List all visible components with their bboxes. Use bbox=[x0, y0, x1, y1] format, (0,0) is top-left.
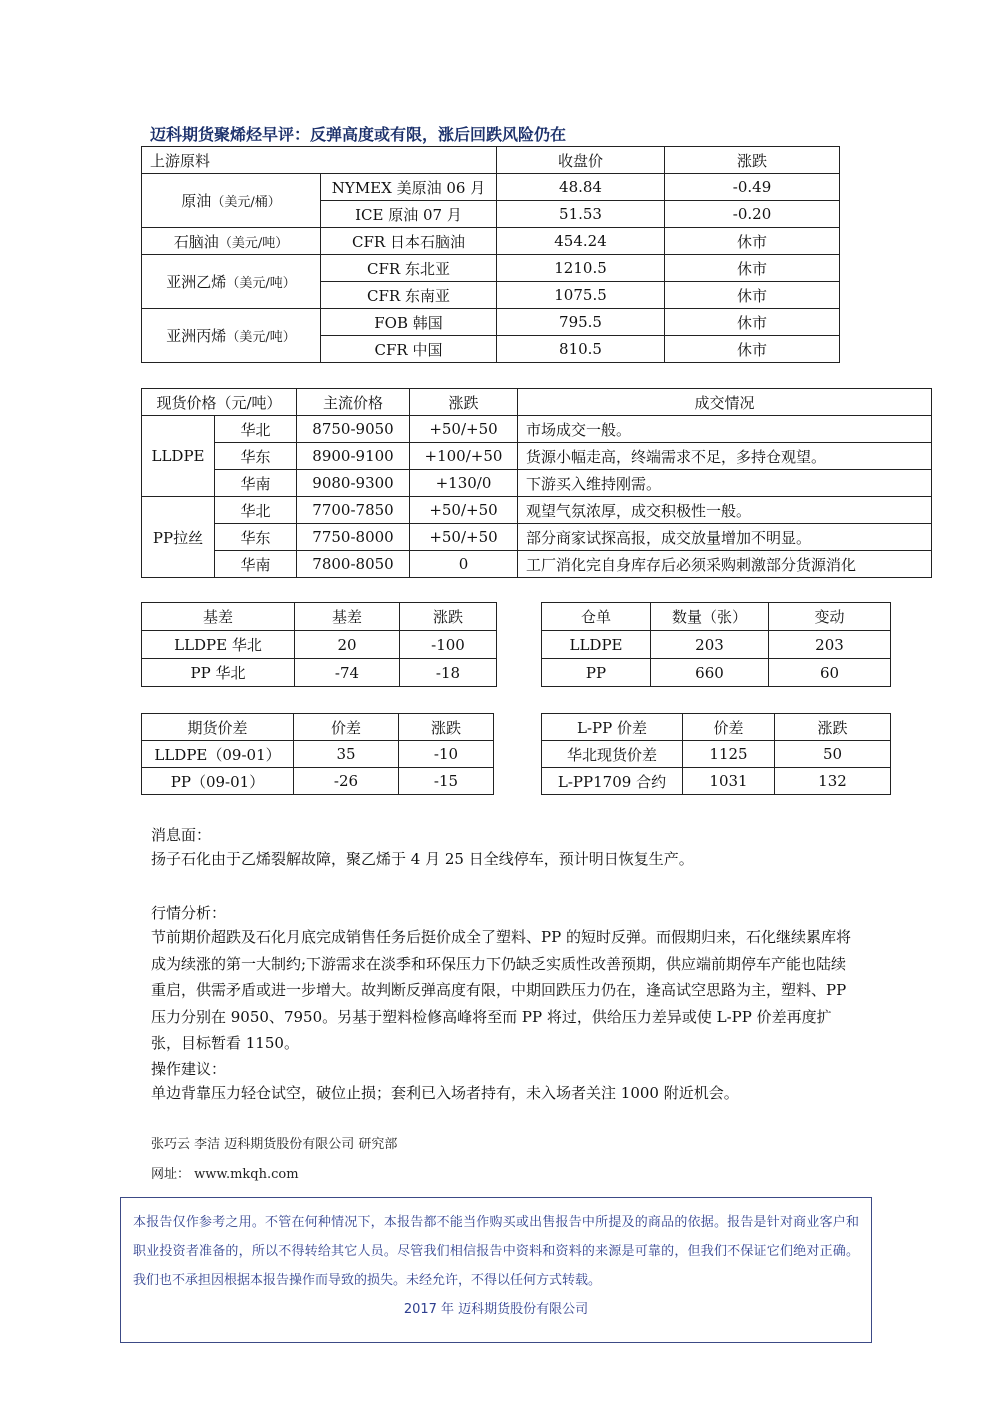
table-header-row bbox=[542, 603, 891, 631]
table-cell: -74 bbox=[295, 659, 400, 687]
table-header: 涨跌 bbox=[665, 147, 840, 174]
table-row bbox=[142, 228, 840, 255]
table-cell: 休市 bbox=[665, 336, 840, 363]
table-row bbox=[142, 416, 932, 443]
table-cell: -100 bbox=[400, 631, 497, 659]
disclaimer-box bbox=[120, 1197, 872, 1343]
table-header: 涨跌 bbox=[775, 714, 891, 741]
table-header: L-PP 价差 bbox=[542, 714, 683, 741]
table-cell: 休市 bbox=[665, 309, 840, 336]
table-cell: +50/+50 bbox=[410, 416, 518, 443]
table-cell: +100/+50 bbox=[410, 443, 518, 470]
table-cell: +50/+50 bbox=[410, 497, 518, 524]
table-row bbox=[542, 768, 891, 795]
group-label: 亚洲丙烯（美元/吨） bbox=[142, 309, 321, 363]
table-cell: 1075.5 bbox=[497, 282, 665, 309]
advice-heading: 操作建议： bbox=[151, 1060, 227, 1078]
table-row bbox=[142, 309, 840, 336]
upstream-table bbox=[141, 146, 840, 363]
news-heading: 消息面： bbox=[151, 826, 212, 844]
table-header: 期货价差 bbox=[142, 714, 294, 741]
table-cell: 市场成交一般。 bbox=[518, 416, 932, 443]
table-header: 收盘价 bbox=[497, 147, 665, 174]
table-header: 涨跌 bbox=[399, 714, 494, 741]
table-cell: -0.49 bbox=[665, 174, 840, 201]
table-cell: 7700-7850 bbox=[297, 497, 410, 524]
table-row bbox=[142, 174, 840, 201]
table-cell: 华北 bbox=[215, 416, 297, 443]
warehouse-table bbox=[541, 602, 891, 687]
table-cell: 810.5 bbox=[497, 336, 665, 363]
table-cell: 203 bbox=[651, 631, 769, 659]
table-cell: 华南 bbox=[215, 551, 297, 578]
group-label: 石脑油（美元/吨） bbox=[142, 228, 321, 255]
table-cell: +130/0 bbox=[410, 470, 518, 497]
table-header: 涨跌 bbox=[410, 389, 518, 416]
disclaimer-text: 本报告仅作参考之用。不管在何种情况下，本报告都不能当作购买或出售报告中所提及的商品的依据。报告是针对商业客户和职业投资者准备的，所以不得转给其它人员。尽管我们相信报告中资料和资料的来源是可靠的，但我们不保证它们绝对正确。我们也不承担因根据本报告操作而导致的损失。未经允许，不得以任何方式转载。 bbox=[133, 1215, 859, 1288]
table-cell: 7800-8050 bbox=[297, 551, 410, 578]
table-cell: CFR 中国 bbox=[321, 336, 497, 363]
table-cell: 工厂消化完自身库存后必须采购刺激部分货源消化 bbox=[518, 551, 932, 578]
table-cell: -15 bbox=[399, 768, 494, 795]
table-row bbox=[142, 255, 840, 282]
table-row bbox=[142, 551, 932, 578]
table-cell: 8900-9100 bbox=[297, 443, 410, 470]
table-cell: 1125 bbox=[683, 741, 775, 768]
table-row bbox=[142, 768, 494, 795]
table-header-row bbox=[542, 714, 891, 741]
table-header: 主流价格 bbox=[297, 389, 410, 416]
table-cell: LLDPE 华北 bbox=[142, 631, 295, 659]
table-cell: -10 bbox=[399, 741, 494, 768]
table-header: 仓单 bbox=[542, 603, 651, 631]
table-cell: 休市 bbox=[665, 282, 840, 309]
table-header: 价差 bbox=[294, 714, 399, 741]
table-header: 成交情况 bbox=[518, 389, 932, 416]
table-header: 现货价格（元/吨） bbox=[142, 389, 297, 416]
advice-body: 单边背靠压力轻仓试空，破位止损；套利已入场者持有，未入场者关注 1000 附近机会。 bbox=[151, 1084, 739, 1102]
table-row bbox=[142, 497, 932, 524]
table-cell: -26 bbox=[294, 768, 399, 795]
table-cell: -0.20 bbox=[665, 201, 840, 228]
table-cell: ICE 原油 07 月 bbox=[321, 201, 497, 228]
table-cell: 华北现货价差 bbox=[542, 741, 683, 768]
table-cell: 203 bbox=[769, 631, 891, 659]
table-header: 上游原料 bbox=[142, 147, 497, 174]
table-row bbox=[142, 659, 497, 687]
news-body: 扬子石化由于乙烯裂解故障，聚乙烯于 4 月 25 日全线停车，预计明日恢复生产。 bbox=[151, 850, 694, 868]
table-cell: 观望气氛浓厚，成交积极性一般。 bbox=[518, 497, 932, 524]
table-cell: 1031 bbox=[683, 768, 775, 795]
table-cell: PP（09-01） bbox=[142, 768, 294, 795]
basis-table bbox=[141, 602, 497, 687]
group-label: 亚洲乙烯（美元/吨） bbox=[142, 255, 321, 309]
table-cell: 51.53 bbox=[497, 201, 665, 228]
analysis-body: 节前期价超跌及石化月底完成销售任务后挺价成全了塑料、PP 的短时反弹。而假期归来，石化继续累库将成为续涨的第一大制约;下游需求在淡季和环保压力下仍缺乏实质性改善预期，供应端前期停车产能也陆续重启，供需矛盾或进一步增大。故判断反弹高度有限，中期回跌压力仍在，逢高试空思路为主，塑料、PP 压力分别在 9050、7950。另基于塑料检修高峰将至而 PP 将过，供给压力差异或使 L-PP 价差再度扩张，目标暂看 1150。 bbox=[151, 928, 851, 1052]
table-cell: PP bbox=[542, 659, 651, 687]
table-cell: 454.24 bbox=[497, 228, 665, 255]
table-header-row bbox=[142, 714, 494, 741]
table-cell: NYMEX 美原油 06 月 bbox=[321, 174, 497, 201]
table-cell: -18 bbox=[400, 659, 497, 687]
table-cell: 0 bbox=[410, 551, 518, 578]
table-cell: LLDPE（09-01） bbox=[142, 741, 294, 768]
product-label: PP拉丝 bbox=[142, 497, 215, 578]
table-cell: 华南 bbox=[215, 470, 297, 497]
table-header: 数量（张） bbox=[651, 603, 769, 631]
table-header-row bbox=[142, 389, 932, 416]
table-cell: CFR 东北亚 bbox=[321, 255, 497, 282]
table-row bbox=[142, 443, 932, 470]
analysis-heading: 行情分析： bbox=[151, 904, 227, 922]
spot-price-table bbox=[141, 388, 932, 578]
table-cell: PP 华北 bbox=[142, 659, 295, 687]
table-cell: 7750-8000 bbox=[297, 524, 410, 551]
table-cell: 795.5 bbox=[497, 309, 665, 336]
table-cell: 休市 bbox=[665, 228, 840, 255]
table-cell: 8750-9050 bbox=[297, 416, 410, 443]
table-header: 基差 bbox=[142, 603, 295, 631]
table-row bbox=[142, 524, 932, 551]
table-header-row bbox=[142, 603, 497, 631]
table-cell: 50 bbox=[775, 741, 891, 768]
report-title: 迈科期货聚烯烃早评：反弹高度或有限，涨后回跌风险仍在 bbox=[150, 125, 567, 144]
table-cell: LLDPE bbox=[542, 631, 651, 659]
table-cell: 1210.5 bbox=[497, 255, 665, 282]
table-row bbox=[142, 470, 932, 497]
table-cell: L-PP1709 合约 bbox=[542, 768, 683, 795]
table-row bbox=[542, 659, 891, 687]
table-cell: CFR 日本石脑油 bbox=[321, 228, 497, 255]
authors: 张巧云 李洁 迈科期货股份有限公司 研究部 bbox=[151, 1137, 398, 1152]
disclaimer-footer: 2017 年 迈科期货股份有限公司 bbox=[403, 1302, 589, 1317]
table-cell: FOB 韩国 bbox=[321, 309, 497, 336]
table-cell: 9080-9300 bbox=[297, 470, 410, 497]
table-header: 变动 bbox=[769, 603, 891, 631]
table-header: 涨跌 bbox=[400, 603, 497, 631]
table-row bbox=[142, 741, 494, 768]
table-cell: 货源小幅走高，终端需求不足，多持仓观望。 bbox=[518, 443, 932, 470]
website-link[interactable]: 网址： www.mkqh.com bbox=[151, 1167, 299, 1182]
table-header-row bbox=[142, 147, 840, 174]
table-row bbox=[142, 631, 497, 659]
table-row bbox=[542, 741, 891, 768]
table-cell: 休市 bbox=[665, 255, 840, 282]
futures-spread-table bbox=[141, 713, 494, 795]
table-cell: 60 bbox=[769, 659, 891, 687]
table-header: 基差 bbox=[295, 603, 400, 631]
table-cell: 35 bbox=[294, 741, 399, 768]
table-cell: 下游买入维持刚需。 bbox=[518, 470, 932, 497]
table-cell: 华东 bbox=[215, 524, 297, 551]
table-row bbox=[542, 631, 891, 659]
group-label: 原油（美元/桶） bbox=[142, 174, 321, 228]
table-cell: 48.84 bbox=[497, 174, 665, 201]
table-cell: 20 bbox=[295, 631, 400, 659]
table-cell: 660 bbox=[651, 659, 769, 687]
table-cell: 132 bbox=[775, 768, 891, 795]
product-label: LLDPE bbox=[142, 416, 215, 497]
table-cell: +50/+50 bbox=[410, 524, 518, 551]
table-header: 价差 bbox=[683, 714, 775, 741]
table-cell: CFR 东南亚 bbox=[321, 282, 497, 309]
table-cell: 华东 bbox=[215, 443, 297, 470]
table-cell: 部分商家试探高报，成交放量增加不明显。 bbox=[518, 524, 932, 551]
table-cell: 华北 bbox=[215, 497, 297, 524]
lpp-spread-table bbox=[541, 713, 891, 795]
